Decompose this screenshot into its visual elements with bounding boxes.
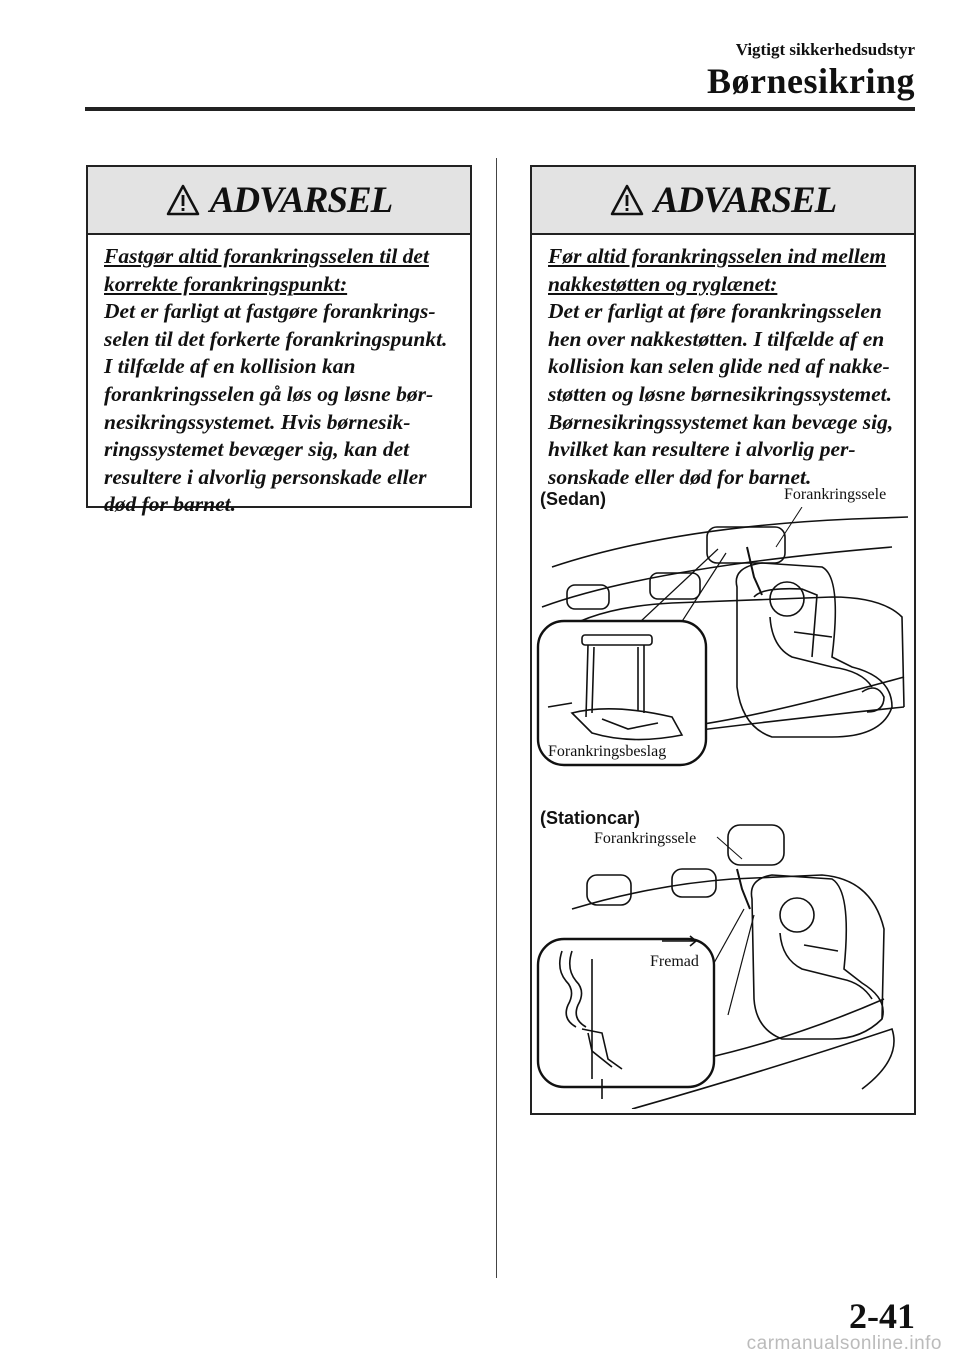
column-divider (496, 158, 497, 1278)
warning-body (88, 235, 470, 535)
warning-triangle-icon (166, 184, 200, 216)
warning-text: Det er farligt at fastgøre forankringsselen til det forkerte forankringspunkt. I tilfælde af en kollision kan forankringsselen gå løs og løsne børnesikringssystemet. Hvis børnesikringssystemet bevæger sig, kan det resultere i alvorlig personskade eller død for barnet. (104, 299, 448, 517)
page-title: Børnesikring (706, 61, 915, 101)
warning-lead: Fastgør altid forankringsselen til det korrekte forankringspunkt: (104, 244, 429, 296)
watermark: carmanualsonline.info (746, 1333, 942, 1354)
stationcar-label: (Stationcar) (540, 808, 641, 828)
stationcar-illustration (532, 819, 910, 1109)
warning-header (532, 167, 914, 235)
forward-direction-label: Fremad (650, 953, 699, 970)
header-rule (85, 107, 915, 111)
sedan-illustration (532, 507, 910, 767)
section-title: Vigtigt sikkerhedsudstyr (735, 40, 915, 59)
sedan-strap-callout: Forankringssele (784, 486, 887, 503)
warning-heading: ADVARSEL (653, 179, 837, 221)
warning-lead: Før altid forankringsselen ind mellem nakkestøtten og ryglænet: (548, 244, 887, 296)
warning-text: Det er farligt at føre forankringsselen hen over nakkestøtten. I tilfælde af en kollision kan selen glide ned af nakkestøtten og løsne børnesikringssystemet. Børnesikringssystemet kan bevæge sig, hvilket kan resultere i alvorlig personskade eller død for barnet. (548, 299, 894, 489)
warning-body (532, 235, 914, 507)
sedan-label: (Sedan) (540, 489, 607, 509)
warning-heading: ADVARSEL (209, 179, 393, 221)
warning-box-left (86, 165, 472, 517)
sedan-bracket-callout: Forankringsbeslag (548, 743, 667, 760)
warning-triangle-icon (610, 184, 644, 216)
stationcar-strap-callout: Forankringssele (594, 830, 697, 847)
warning-header (88, 167, 470, 235)
warning-box-right (530, 165, 916, 1115)
page-number: 2-41 (849, 1296, 915, 1336)
